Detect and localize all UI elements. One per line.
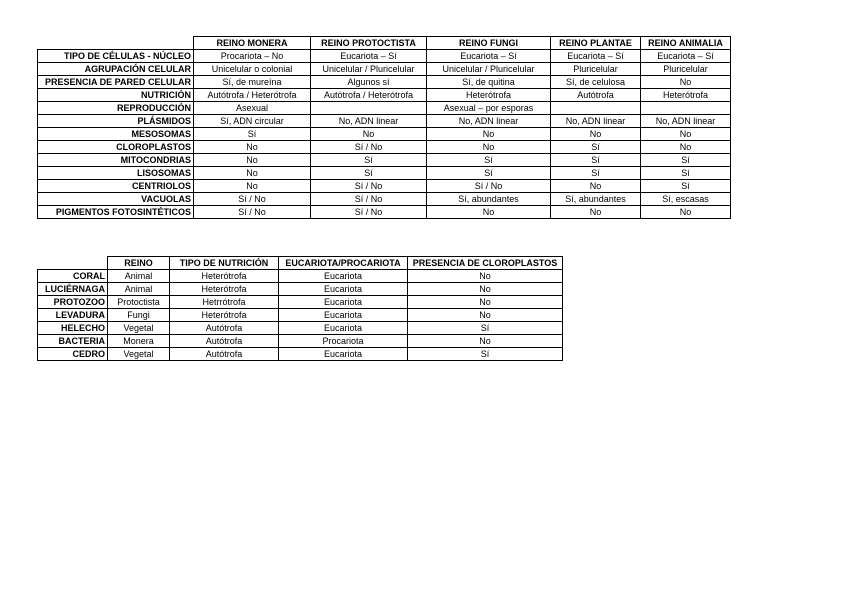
column-header: TIPO DE NUTRICIÓN	[170, 257, 279, 270]
table-cell: Asexual	[194, 102, 311, 115]
table-cell: No	[408, 283, 563, 296]
table-cell: Sí	[551, 167, 641, 180]
table-cell: Vegetal	[108, 322, 170, 335]
table-cell: Autótrofa	[170, 322, 279, 335]
row-header: PROTOZOO	[38, 296, 108, 309]
table-row	[38, 270, 563, 283]
table-row	[38, 63, 731, 76]
table-cell: No	[427, 206, 551, 219]
table-cell: Sí	[551, 141, 641, 154]
table-row	[38, 115, 731, 128]
table-cell: Monera	[108, 335, 170, 348]
table-row	[38, 141, 731, 154]
empty-corner-cell	[38, 37, 194, 50]
table-cell: Autótrofa / Heterótrofa	[194, 89, 311, 102]
table-cell: Unicelular o colonial	[194, 63, 311, 76]
table-cell: Heterótrofa	[427, 89, 551, 102]
table-cell: Eucariota – Sí	[641, 50, 731, 63]
table-cell: Sí	[641, 154, 731, 167]
table-cell: Eucariota	[279, 348, 408, 361]
column-header: REINO PROTOCTISTA	[311, 37, 427, 50]
row-header: CENTRIOLOS	[38, 180, 194, 193]
table-cell: No	[427, 141, 551, 154]
row-header: TIPO DE CÉLULAS - NÚCLEO	[38, 50, 194, 63]
table-cell: Sí	[551, 154, 641, 167]
table-row	[38, 335, 563, 348]
table-cell: Sí	[311, 167, 427, 180]
row-header: PLÁSMIDOS	[38, 115, 194, 128]
table-cell: No	[551, 180, 641, 193]
table-row	[38, 309, 563, 322]
row-header: PIGMENTOS FOTOSINTÉTICOS	[38, 206, 194, 219]
table-cell: Algunos sí	[311, 76, 427, 89]
table-cell: Eucariota	[279, 270, 408, 283]
table-cell: No	[408, 335, 563, 348]
table-row	[38, 283, 563, 296]
table-cell: Unicelular / Pluricelular	[427, 63, 551, 76]
table-cell: Sí, ADN circular	[194, 115, 311, 128]
table-cell: No	[194, 180, 311, 193]
table-cell: Eucariota – Sí	[551, 50, 641, 63]
table-cell: Eucariota	[279, 322, 408, 335]
table-row	[38, 296, 563, 309]
column-header: REINO ANIMALIA	[641, 37, 731, 50]
table-cell: Sí	[408, 322, 563, 335]
table-cell: No	[194, 167, 311, 180]
column-header: EUCARIOTA/PROCARIOTA	[279, 257, 408, 270]
table-row	[38, 128, 731, 141]
table-cell: No, ADN linear	[311, 115, 427, 128]
table-cell: Sí / No	[311, 180, 427, 193]
table-cell: No	[408, 309, 563, 322]
table-cell: No	[641, 76, 731, 89]
table-cell: Animal	[108, 270, 170, 283]
table-cell: Fungi	[108, 309, 170, 322]
table-cell: Vegetal	[108, 348, 170, 361]
table-cell: Eucariota – Sí	[311, 50, 427, 63]
table-cell: Sí / No	[311, 206, 427, 219]
table-cell: Sí, escasas	[641, 193, 731, 206]
table-cell: No	[641, 141, 731, 154]
table-cell: No	[641, 206, 731, 219]
table-row	[38, 154, 731, 167]
table-cell: Sí	[408, 348, 563, 361]
table-cell: Unicelular / Pluricelular	[311, 63, 427, 76]
column-header: REINO	[108, 257, 170, 270]
row-header: MESOSOMAS	[38, 128, 194, 141]
row-header: BACTERIA	[38, 335, 108, 348]
table-cell: Asexual – por esporas	[427, 102, 551, 115]
table-cell: Procariota	[279, 335, 408, 348]
table-cell: No	[408, 270, 563, 283]
table-row	[38, 180, 731, 193]
table-row	[38, 322, 563, 335]
table-cell: No	[551, 206, 641, 219]
table-cell: Animal	[108, 283, 170, 296]
table-cell: Sí	[641, 180, 731, 193]
table-row	[38, 50, 731, 63]
row-header: LISOSOMAS	[38, 167, 194, 180]
table-cell: No	[408, 296, 563, 309]
table-cell: No, ADN linear	[551, 115, 641, 128]
table-row	[38, 167, 731, 180]
table-cell: No, ADN linear	[641, 115, 731, 128]
table-row	[38, 89, 731, 102]
table-cell: No	[194, 141, 311, 154]
column-header: REINO MONERA	[194, 37, 311, 50]
table-header-row	[38, 37, 731, 50]
row-header: CLOROPLASTOS	[38, 141, 194, 154]
kingdoms-comparison-table	[37, 36, 731, 219]
table-cell: No	[427, 128, 551, 141]
empty-corner-cell	[38, 257, 108, 270]
table-row	[38, 102, 731, 115]
table-cell: Protoctista	[108, 296, 170, 309]
table-cell: No	[311, 128, 427, 141]
table-cell: Sí	[427, 167, 551, 180]
organisms-classification-table	[37, 256, 563, 361]
table-cell	[311, 102, 427, 115]
row-header: AGRUPACIÓN CELULAR	[38, 63, 194, 76]
column-header: REINO FUNGI	[427, 37, 551, 50]
row-header: CEDRO	[38, 348, 108, 361]
table-cell: Autótrofa	[170, 335, 279, 348]
table-cell: Sí / No	[194, 193, 311, 206]
table-cell: Sí, abundantes	[551, 193, 641, 206]
table-cell	[551, 102, 641, 115]
table-cell: No	[194, 154, 311, 167]
table-cell: Sí / No	[311, 193, 427, 206]
table-cell: Eucariota – Sí	[427, 50, 551, 63]
row-header: PRESENCIA DE PARED CELULAR	[38, 76, 194, 89]
table-cell	[641, 102, 731, 115]
table-cell: Hetrrótrofa	[170, 296, 279, 309]
column-header: REINO PLANTAE	[551, 37, 641, 50]
table-cell: Sí / No	[311, 141, 427, 154]
table-cell: Sí, de quitina	[427, 76, 551, 89]
table-cell: Heterótrofa	[641, 89, 731, 102]
table-cell: Autótrofa / Heterótrofa	[311, 89, 427, 102]
table-cell: Eucariota	[279, 283, 408, 296]
table-row	[38, 193, 731, 206]
table-cell: Sí	[427, 154, 551, 167]
table-header-row	[38, 257, 563, 270]
table-cell: No	[551, 128, 641, 141]
table-cell: Sí	[311, 154, 427, 167]
table-cell: Sí	[194, 128, 311, 141]
table-cell: Sí / No	[427, 180, 551, 193]
table-cell: Pluricelular	[641, 63, 731, 76]
table-cell: Sí, de celulosa	[551, 76, 641, 89]
row-header: LUCIÉRNAGA	[38, 283, 108, 296]
row-header: REPRODUCCIÓN	[38, 102, 194, 115]
row-header: MITOCONDRIAS	[38, 154, 194, 167]
table-row	[38, 76, 731, 89]
row-header: NUTRICIÓN	[38, 89, 194, 102]
table-cell: Pluricelular	[551, 63, 641, 76]
table-cell: Procariota – No	[194, 50, 311, 63]
table-row	[38, 348, 563, 361]
row-header: CORAL	[38, 270, 108, 283]
table-cell: Sí, abundantes	[427, 193, 551, 206]
table-cell: Autótrofa	[551, 89, 641, 102]
row-header: VACUOLAS	[38, 193, 194, 206]
table-cell: Sí	[641, 167, 731, 180]
table-cell: Heterótrofa	[170, 309, 279, 322]
table-cell: No	[641, 128, 731, 141]
table-cell: Sí / No	[194, 206, 311, 219]
table-cell: Autótrofa	[170, 348, 279, 361]
table-cell: No, ADN linear	[427, 115, 551, 128]
row-header: LEVADURA	[38, 309, 108, 322]
table-row	[38, 206, 731, 219]
row-header: HELECHO	[38, 322, 108, 335]
column-header: PRESENCIA DE CLOROPLASTOS	[408, 257, 563, 270]
table-cell: Sí, de mureína	[194, 76, 311, 89]
table-cell: Eucariota	[279, 309, 408, 322]
table-cell: Eucariota	[279, 296, 408, 309]
table-cell: Heterótrofa	[170, 270, 279, 283]
table-cell: Heterótrofa	[170, 283, 279, 296]
